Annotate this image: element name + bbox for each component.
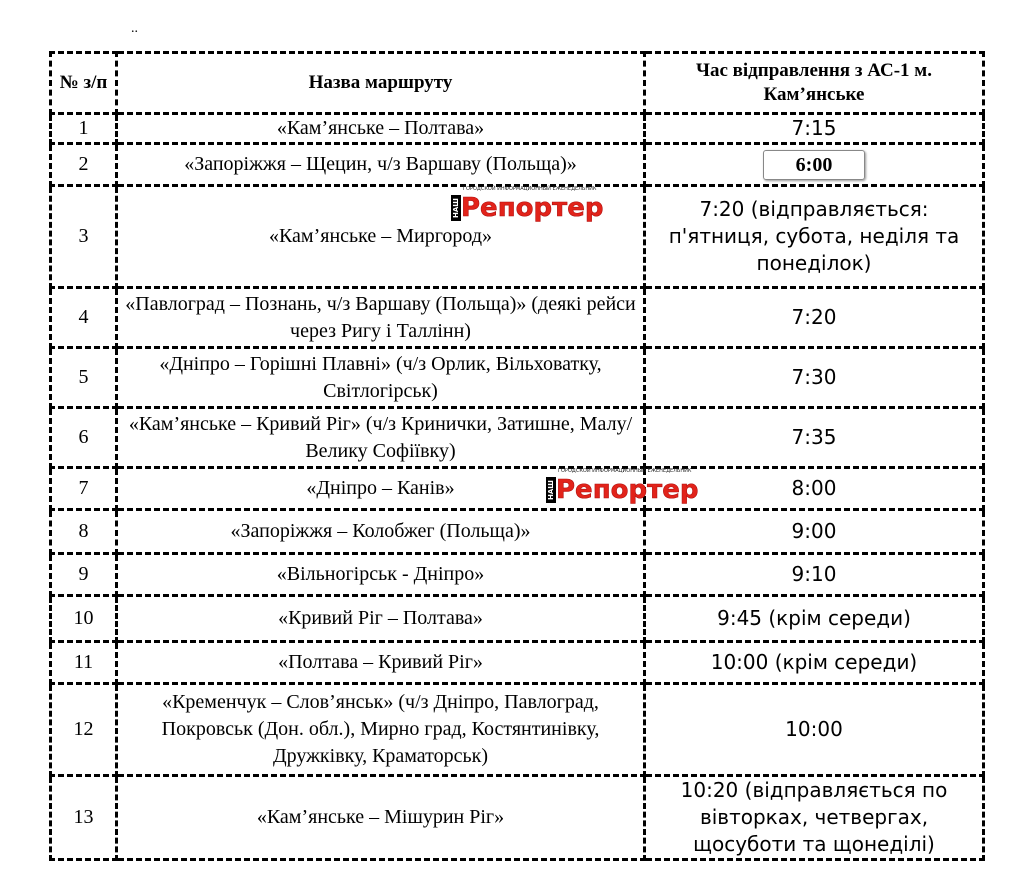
departure-time: 8:00 <box>645 468 984 510</box>
corner-mark: .. <box>131 21 138 36</box>
route-name: «Полтава – Кривий Ріг» <box>117 642 645 684</box>
table-row <box>51 596 984 642</box>
logo-wordmark: Репортер <box>556 475 699 505</box>
row-number: 8 <box>51 510 117 554</box>
row-number: 5 <box>51 348 117 408</box>
route-name: «Павлоград – Познань, ч/з Варшаву (Польща)» (деякі рейси через Ригу і Таллінн) <box>117 288 645 348</box>
row-number: 9 <box>51 554 117 596</box>
row-number: 1 <box>51 114 117 144</box>
table-row <box>51 642 984 684</box>
row-number: 3 <box>51 186 117 288</box>
route-name: «Кам’янське – Кривий Ріг» (ч/з Кринички, Затишне, Малу/Велику Софіївку) <box>117 408 645 468</box>
table-row <box>51 776 984 860</box>
route-name: «Кам’янське – Миргород» <box>117 186 645 288</box>
route-name: «Запоріжжя – Колобжег (Польща)» <box>117 510 645 554</box>
table-row <box>51 144 984 186</box>
departure-time: 9:10 <box>645 554 984 596</box>
departure-time-cell <box>645 144 984 186</box>
reporter-watermark-logo <box>546 468 699 505</box>
departure-time: 7:20 <box>645 288 984 348</box>
table-row <box>51 288 984 348</box>
departure-time: 10:20 (відправляється по вівторках, четвергах, щосуботи та щонеділі) <box>645 776 984 860</box>
table-row <box>51 468 984 510</box>
route-name: «Кам’янське – Мішурин Ріг» <box>117 776 645 860</box>
row-number: 2 <box>51 144 117 186</box>
route-name: «Дніпро – Канів» <box>117 468 645 510</box>
reporter-watermark-logo <box>451 186 604 223</box>
route-name: «Вільногірськ - Дніпро» <box>117 554 645 596</box>
departure-time: 7:30 <box>645 348 984 408</box>
row-number: 13 <box>51 776 117 860</box>
logo-tagline: ГОРОДСКОЙ ИНФОРМАЦИОННЫЙ ЕЖЕНЕДЕЛЬНИК <box>463 186 597 192</box>
logo-prefix: НАШ <box>546 477 556 503</box>
header-number: № з/п <box>51 53 117 114</box>
logo-wordmark: Репортер <box>461 193 604 223</box>
route-schedule-table <box>49 51 985 861</box>
route-name: «Кам’янське – Полтава» <box>117 114 645 144</box>
table-row <box>51 348 984 408</box>
table-header-row <box>51 53 984 114</box>
departure-time: 10:00 <box>645 684 984 776</box>
row-number: 10 <box>51 596 117 642</box>
table-row <box>51 408 984 468</box>
row-number: 12 <box>51 684 117 776</box>
row-number: 11 <box>51 642 117 684</box>
departure-time: 7:15 <box>645 114 984 144</box>
departure-time: 7:20 (відправляється: п'ятниця, субота, неділя та понеділок) <box>645 186 984 288</box>
header-route-name: Назва маршруту <box>117 53 645 114</box>
row-number: 6 <box>51 408 117 468</box>
departure-time-highlighted: 6:00 <box>763 150 866 180</box>
table-row <box>51 684 984 776</box>
table-row <box>51 510 984 554</box>
route-name: «Кривий Ріг – Полтава» <box>117 596 645 642</box>
departure-time: 9:00 <box>645 510 984 554</box>
departure-time: 7:35 <box>645 408 984 468</box>
route-name: «Дніпро – Горішні Плавні» (ч/з Орлик, Вільховатку, Світлогірськ) <box>117 348 645 408</box>
table-row <box>51 114 984 144</box>
route-name: «Запоріжжя – Щецин, ч/з Варшаву (Польща)» <box>117 144 645 186</box>
departure-time: 9:45 (крім середи) <box>645 596 984 642</box>
route-name: «Кременчук – Слов’янськ» (ч/з Дніпро, Павлоград, Покровськ (Дон. обл.), Мирно град, Костянтинівку, Дружківку, Краматорськ) <box>117 684 645 776</box>
row-number: 7 <box>51 468 117 510</box>
table-row <box>51 554 984 596</box>
departure-time: 10:00 (крім середи) <box>645 642 984 684</box>
logo-tagline: ГОРОДСКОЙ ИНФОРМАЦИОННЫЙ ЕЖЕНЕДЕЛЬНИК <box>558 468 692 474</box>
header-departure-time: Час відправлення з АС-1 м. Кам’янське <box>645 53 984 114</box>
row-number: 4 <box>51 288 117 348</box>
logo-prefix: НАШ <box>451 195 461 221</box>
